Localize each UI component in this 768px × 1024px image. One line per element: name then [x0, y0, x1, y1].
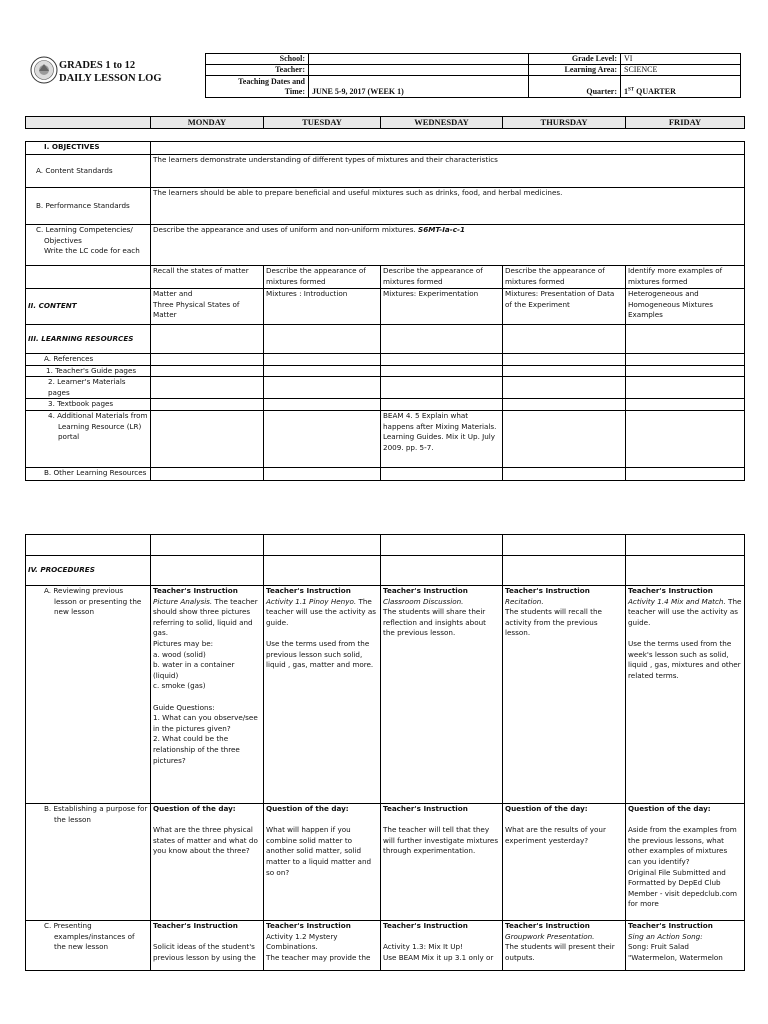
objective-thursday[interactable]: Describe the appearance of mixtures formed — [503, 266, 626, 289]
tg-cell[interactable] — [626, 365, 745, 377]
area-value[interactable]: SCIENCE — [621, 65, 741, 76]
school-label: School: — [206, 54, 309, 65]
procedure-b-label: B. Establishing a purpose for the lesson — [26, 804, 151, 921]
procedure-c-friday[interactable] — [626, 921, 745, 971]
cell-rest: What will happen if you combine solid matter to another solid matter, solid matter to a liquid matter and so on? — [266, 825, 372, 877]
textbook-cell[interactable] — [151, 399, 264, 411]
competencies-text: Describe the appearance and uses of uniform and non-uniform mixtures. — [153, 225, 416, 234]
procedure-b-thursday[interactable] — [503, 804, 626, 921]
procedure-c-thursday[interactable] — [503, 921, 626, 971]
cell-italic: Classroom Discussion. — [383, 596, 464, 606]
quarter-num: 1 — [624, 87, 628, 96]
additional-cell[interactable] — [264, 410, 381, 467]
title-line2: DAILY LESSON LOG — [59, 73, 162, 84]
day-thursday: THURSDAY — [503, 117, 626, 129]
learners-materials-label: 2. Learner's Materials pages — [26, 377, 151, 399]
textbook-cell[interactable] — [626, 399, 745, 411]
day-friday: FRIDAY — [626, 117, 745, 129]
blank-cell — [626, 535, 745, 556]
cell-head: Teacher's Instruction — [153, 586, 238, 595]
blank-cell — [503, 535, 626, 556]
cell-head: Teacher's Instruction — [266, 586, 351, 595]
procedure-b-wednesday[interactable] — [381, 804, 503, 921]
performance-standards-text[interactable]: The learners should be able to prepare beneficial and useful mixtures such as drinks, food, and herbal medicines. — [151, 188, 745, 225]
procedures-cell — [626, 556, 745, 586]
other-cell[interactable] — [264, 467, 381, 480]
cell-rest: Solicit ideas of the student's previous lesson by using the — [153, 942, 256, 962]
cell-head: Teacher's Instruction — [383, 804, 468, 813]
dates-label-line2: Time: — [284, 86, 305, 96]
procedure-a-wednesday[interactable] — [381, 586, 503, 804]
objective-tuesday[interactable]: Describe the appearance of mixtures formed — [264, 266, 381, 289]
cell-head: Question of the day: — [505, 804, 588, 813]
lesson-log-table-procedures — [25, 534, 745, 971]
cell-italic: Recitation. — [505, 596, 544, 606]
content-monday[interactable]: Matter and Three Physical States of Matter — [151, 289, 264, 325]
textbook-cell[interactable] — [503, 399, 626, 411]
content-standards-text[interactable]: The learners demonstrate understanding of different types of mixtures and their characteristics — [151, 155, 745, 188]
cell-rest: The teacher will tell that they will further investigate mixtures through experimentation. — [383, 825, 499, 856]
lesson-log-table-top — [25, 141, 745, 481]
other-cell[interactable] — [503, 467, 626, 480]
day-tuesday: TUESDAY — [264, 117, 381, 129]
school-value[interactable] — [309, 54, 529, 65]
teachers-guide-label: 1. Teacher's Guide pages — [26, 365, 151, 377]
days-header-table — [25, 116, 745, 129]
procedure-c-tuesday[interactable] — [264, 921, 381, 971]
cell-rest: The students will present their outputs. — [505, 942, 615, 962]
competencies-cell[interactable] — [151, 225, 745, 266]
lm-cell[interactable] — [626, 377, 745, 399]
objective-monday[interactable]: Recall the states of matter — [151, 266, 264, 289]
cell-head: Teacher's Instruction — [628, 586, 713, 595]
objectives-heading-blank — [151, 142, 745, 155]
procedure-a-friday[interactable] — [626, 586, 745, 804]
dates-value[interactable]: JUNE 5-9, 2017 (WEEK 1) — [309, 76, 529, 98]
blank-cell — [381, 535, 503, 556]
other-cell[interactable] — [151, 467, 264, 480]
cell-rest: Activity 1.2 Mystery Combinations. The teacher may provide the — [266, 931, 371, 962]
objective-wednesday[interactable]: Describe the appearance of mixtures formed — [381, 266, 503, 289]
references-cell[interactable] — [503, 354, 626, 366]
resources-cell — [503, 325, 626, 354]
textbook-cell[interactable] — [381, 399, 503, 411]
cell-rest: What are the results of your experiment yesterday? — [505, 825, 606, 845]
additional-cell[interactable] — [626, 410, 745, 467]
tg-cell[interactable] — [503, 365, 626, 377]
dates-label — [206, 76, 309, 98]
references-cell[interactable] — [381, 354, 503, 366]
resources-label: III. LEARNING RESOURCES — [26, 325, 151, 354]
references-cell[interactable] — [151, 354, 264, 366]
area-label: Learning Area: — [529, 65, 621, 76]
objective-friday[interactable]: Identify more examples of mixtures formed — [626, 266, 745, 289]
cell-rest: Song: Fruit Salad "Watermelon, Watermelon — [628, 942, 723, 962]
quarter-sup: ST — [628, 87, 635, 93]
dates-label-line1: Teaching Dates and — [238, 76, 305, 86]
tg-cell[interactable] — [264, 365, 381, 377]
resources-cell — [151, 325, 264, 354]
performance-standards-label: B. Performance Standards — [26, 188, 151, 225]
procedures-cell — [381, 556, 503, 586]
cell-rest: The teacher should show three pictures referring to solid, liquid and gas. Pictures may be: a. wood (solid) b. water in a container (liquid) c. smoke (gas) Guide Questions: 1. What can you observe/see in the pictures given? 2. What could be the relationship of the three pictures? — [153, 596, 258, 765]
procedure-a-thursday[interactable] — [503, 586, 626, 804]
procedures-cell — [503, 556, 626, 586]
grade-value[interactable]: VI — [621, 54, 741, 65]
header-info-table — [205, 53, 741, 98]
blank-cell — [264, 535, 381, 556]
lm-cell[interactable] — [264, 377, 381, 399]
content-label: II. CONTENT — [26, 289, 151, 325]
textbook-cell[interactable] — [264, 399, 381, 411]
procedure-c-wednesday[interactable] — [381, 921, 503, 971]
quarter-label: Quarter: — [529, 76, 621, 98]
day-monday: MONDAY — [151, 117, 264, 129]
blank-cell — [26, 535, 151, 556]
cell-italic: Activity 1.1 Pinoy Henyo. — [266, 596, 357, 606]
deped-seal-logo — [30, 56, 58, 84]
content-tuesday[interactable]: Mixtures : Introduction — [264, 289, 381, 325]
cell-head: Teacher's Instruction — [628, 921, 713, 930]
lm-cell[interactable] — [381, 377, 503, 399]
additional-materials-label: 4. Additional Materials from Learning Resource (LR) portal — [26, 410, 151, 467]
procedure-c-monday[interactable] — [151, 921, 264, 971]
additional-cell[interactable] — [503, 410, 626, 467]
additional-wednesday[interactable]: BEAM 4. 5 Explain what happens after Mixing Materials. Learning Guides. Mix it Up. July 2009. pp. 5-7. — [381, 410, 503, 467]
cell-rest: What are the three physical states of matter and what do you know about the three? — [153, 825, 258, 856]
cell-rest: Aside from the examples from the previous lessons, what other examples of mixtures can you identify? Original File Submitted and Formatted by DepEd Club Member - visit depedclub.com for more — [628, 825, 738, 909]
references-cell[interactable] — [264, 354, 381, 366]
cell-head: Teacher's Instruction — [153, 921, 238, 930]
lm-cell[interactable] — [151, 377, 264, 399]
cell-rest: The teacher will use the activity as guide. Use the terms used from the week's lesson such as solid, liquid , gas, mixtures and other related terms. — [628, 596, 742, 680]
procedures-cell — [264, 556, 381, 586]
procedures-cell — [151, 556, 264, 586]
cell-head: Question of the day: — [153, 804, 236, 813]
cell-rest: The students will share their reflection and insights about the previous lesson. — [383, 607, 486, 638]
content-wednesday[interactable]: Mixtures: Experimentation — [381, 289, 503, 325]
objectives-heading: I. OBJECTIVES — [26, 142, 151, 155]
cell-head: Teacher's Instruction — [383, 586, 468, 595]
cell-head: Teacher's Instruction — [266, 921, 351, 930]
quarter-rest: QUARTER — [634, 87, 676, 96]
title-block — [59, 59, 162, 85]
cell-head: Teacher's Instruction — [505, 921, 590, 930]
content-thursday[interactable]: Mixtures: Presentation of Data of the Experiment — [503, 289, 626, 325]
days-blank-cell — [26, 117, 151, 129]
additional-cell[interactable] — [151, 410, 264, 467]
cell-rest: Activity 1.3: Mix It Up! Use BEAM Mix it up 3.1 only or — [383, 942, 494, 962]
competencies-label: C. Learning Competencies/ Objectives Write the LC code for each — [26, 225, 151, 266]
cell-italic: Activity 1.4 Mix and Match. — [628, 596, 726, 606]
tg-cell[interactable] — [381, 365, 503, 377]
cell-italic: Picture Analysis. — [153, 596, 213, 606]
procedure-c-label: C. Presenting examples/instances of the new lesson — [26, 921, 151, 971]
procedure-a-tuesday[interactable] — [264, 586, 381, 804]
procedure-b-friday[interactable] — [626, 804, 745, 921]
cell-rest: The students will recall the activity from the previous lesson. — [505, 607, 602, 638]
resources-cell — [264, 325, 381, 354]
blank-cell — [151, 535, 264, 556]
daily-objectives-blank — [26, 266, 151, 289]
procedures-label: IV. PROCEDURES — [26, 556, 151, 586]
cell-italic: Groupwork Presentation. — [505, 931, 595, 941]
competency-code: S6MT-Ia-c-1 — [418, 225, 465, 234]
teacher-value[interactable] — [309, 65, 529, 76]
procedure-a-label: A. Reviewing previous lesson or presenting the new lesson — [26, 586, 151, 804]
cell-head: Question of the day: — [266, 804, 349, 813]
title-line1: GRADES 1 to 12 — [59, 60, 136, 71]
tg-cell[interactable] — [151, 365, 264, 377]
resources-cell — [626, 325, 745, 354]
cell-head: Question of the day: — [628, 804, 711, 813]
other-resources-label: B. Other Learning Resources — [26, 467, 151, 480]
cell-rest: The teacher will use the activity as guide. Use the terms used from the previous lesson such solid, liquid , gas, matter and more. — [266, 596, 376, 670]
textbook-label: 3. Textbook pages — [26, 399, 151, 411]
cell-italic: Sing an Action Song: — [628, 931, 703, 941]
resources-cell — [381, 325, 503, 354]
references-cell[interactable] — [626, 354, 745, 366]
references-label: A. References — [26, 354, 151, 366]
cell-head: Teacher's Instruction — [505, 586, 590, 595]
lm-cell[interactable] — [503, 377, 626, 399]
procedure-b-monday[interactable] — [151, 804, 264, 921]
procedure-a-monday[interactable] — [151, 586, 264, 804]
other-cell[interactable] — [381, 467, 503, 480]
cell-head: Teacher's Instruction — [383, 921, 468, 930]
content-friday[interactable]: Heterogeneous and Homogeneous Mixtures Examples — [626, 289, 745, 325]
procedure-b-tuesday[interactable] — [264, 804, 381, 921]
teacher-label: Teacher: — [206, 65, 309, 76]
quarter-value[interactable] — [621, 76, 741, 98]
other-cell[interactable] — [626, 467, 745, 480]
content-standards-label: A. Content Standards — [26, 155, 151, 188]
day-wednesday: WEDNESDAY — [381, 117, 503, 129]
grade-label: Grade Level: — [529, 54, 621, 65]
